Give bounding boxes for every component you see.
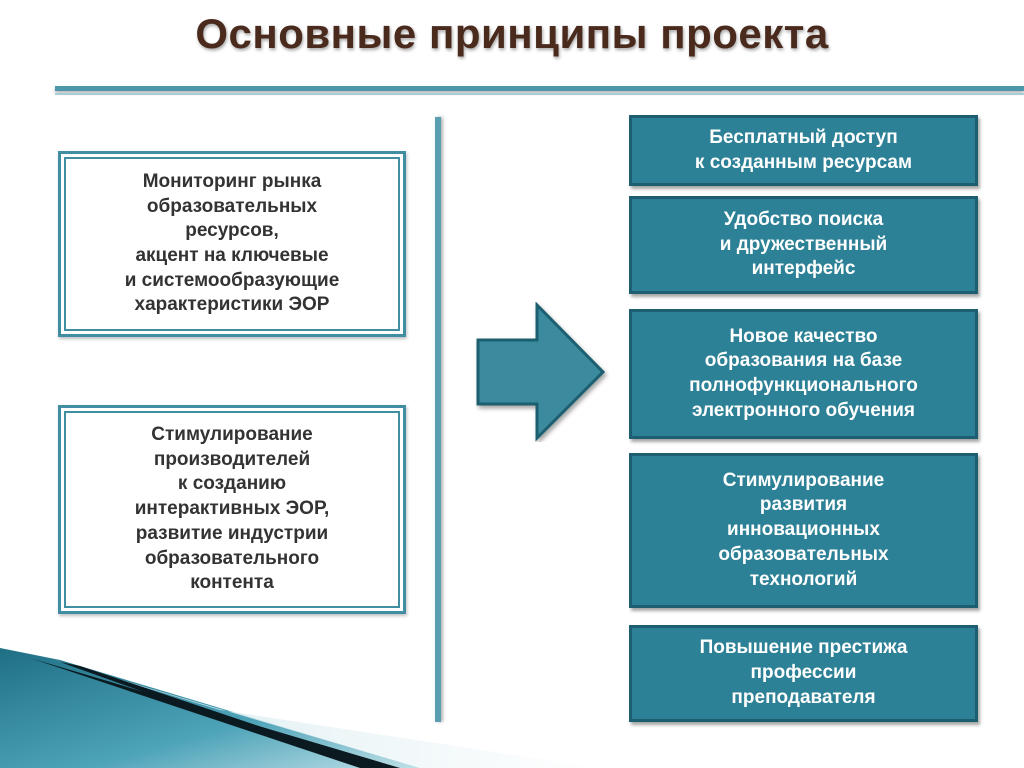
right-box-education-quality: [629, 309, 978, 439]
page-title: Основные принципы проекта: [195, 10, 829, 57]
title-underline: [55, 86, 1024, 91]
text-line: акцент на ключевые: [135, 245, 329, 266]
left-box-stimulating-producers: [58, 405, 406, 614]
text-line: электронного обучения: [691, 399, 916, 421]
right-arrow-icon: [475, 302, 610, 442]
right-box-free-access: [629, 115, 978, 186]
left-box-text: [64, 411, 400, 608]
text-line: образовательных: [146, 195, 318, 217]
right-box-teacher-prestige: [629, 625, 978, 722]
title-underline-thin: [55, 93, 1024, 95]
left-box-monitoring: [58, 151, 406, 337]
text-line: преподавателя: [731, 686, 876, 708]
text-line: Бесплатный доступ: [709, 126, 898, 148]
text-line: производителей: [153, 448, 311, 470]
text-line: Повышение престижа: [699, 637, 908, 659]
text-line: развития: [759, 494, 848, 516]
text-line: образовательного: [144, 547, 320, 569]
text-line: Стимулирование: [722, 469, 885, 491]
text-line: Мониторинг рынка: [142, 170, 322, 192]
right-box-innovation: [629, 453, 978, 608]
text-line: Удобство поиска: [723, 208, 884, 230]
vertical-divider: [435, 117, 441, 722]
text-line: к созданным ресурсам: [694, 151, 913, 173]
text-line: характеристики ЭОР: [134, 294, 330, 316]
text-line: технологий: [749, 568, 858, 590]
text-line: к созданию: [177, 473, 287, 495]
text-line: ресурсов,: [185, 220, 279, 242]
text-line: образования на базе: [704, 350, 903, 372]
text-line: контента: [190, 572, 274, 594]
text-line: интерфейс: [751, 258, 856, 280]
text-line: и системообразующие: [124, 269, 340, 291]
text-line: Новое качество: [729, 325, 878, 347]
text-line: образовательных: [718, 543, 889, 565]
text-line: профессии: [750, 662, 857, 684]
text-line: полнофункционального: [689, 375, 918, 396]
decorative-corner-swoosh: [0, 648, 620, 768]
text-line: интерактивных ЭОР,: [134, 498, 330, 520]
left-box-text: [64, 157, 400, 331]
text-line: и дружественный: [719, 233, 888, 255]
right-box-search-interface: [629, 196, 978, 294]
text-line: инновационных: [727, 519, 880, 541]
text-line: Стимулирование: [151, 424, 313, 446]
text-line: развитие индустрии: [135, 522, 329, 544]
